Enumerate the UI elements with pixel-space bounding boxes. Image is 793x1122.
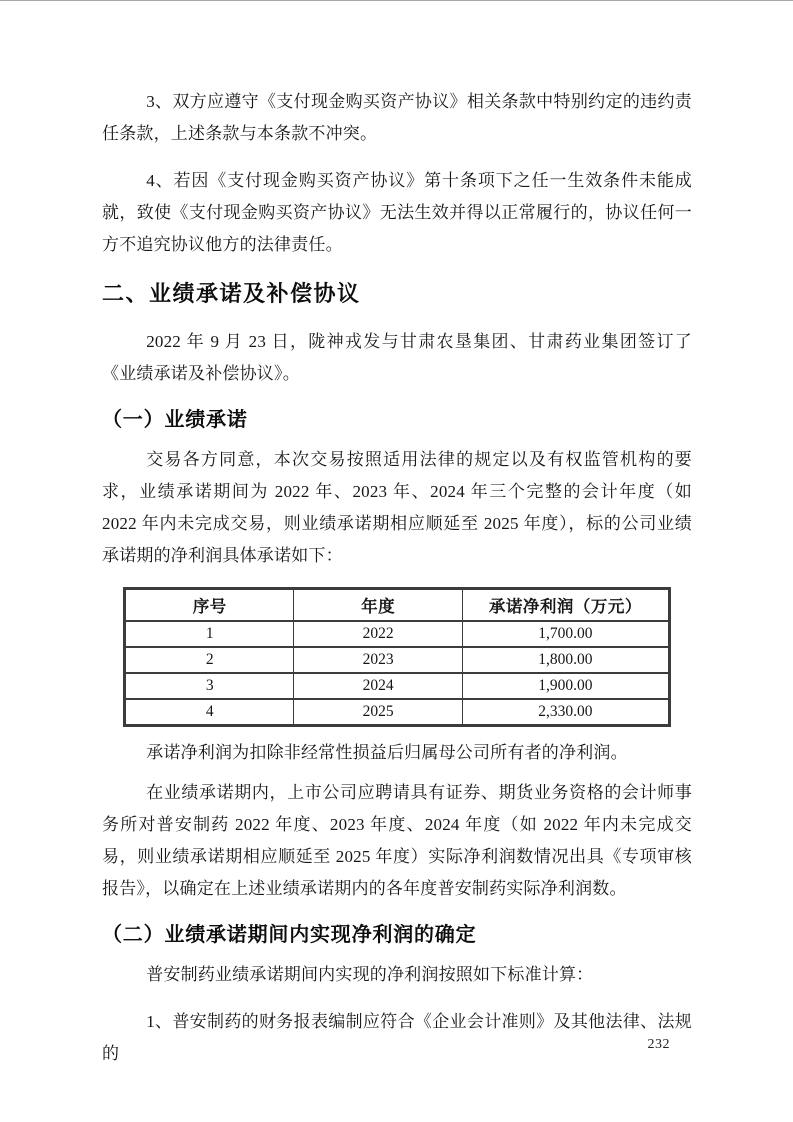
table-header-row: [125, 589, 670, 622]
table-cell-year: 2023: [294, 647, 462, 673]
paragraph-audit-requirement: 在业绩承诺期内，上市公司应聘请具有证券、期货业务资格的会计师事务所对普安制药 2022 年度、2023 年度、2024 年度（如 2022 年内未完成交易，则业绩承诺期相应顺延至 2025 年度）实际净利润数情况出具《专项审核报告》，以确定在上述业绩承诺期内的各年度普安制药实际净利润数。: [102, 783, 692, 898]
table-row: [125, 621, 670, 647]
table-row: [125, 699, 670, 726]
table-cell-year: 2022: [294, 621, 462, 647]
table-cell-index: 4: [125, 699, 294, 726]
table-cell-index: 1: [125, 621, 294, 647]
table-cell-profit: 2,330.00: [462, 699, 669, 726]
table-header-year: 年度: [294, 589, 462, 622]
table-cell-profit: 1,700.00: [462, 621, 669, 647]
table-cell-year: 2025: [294, 699, 462, 726]
paragraph-clause-3: 3、双方应遵守《支付现金购买资产协议》相关条款中特别约定的违约责任条款，上述条款与本条款不冲突。: [102, 92, 692, 143]
page-number: 232: [647, 1037, 670, 1052]
paragraph-profit-definition: 承诺净利润为扣除非经常性损益后归属母公司所有者的净利润。: [146, 743, 628, 762]
paragraph-commitment-intro: 交易各方同意，本次交易按照适用法律的规定以及有权监管机构的要求，业绩承诺期间为 2022 年、2023 年、2024 年三个完整的会计年度（如 2022 年内未完成交易，则业绩承诺期相应顺延至 2025 年度），标的公司业绩承诺期的净利润具体承诺如下：: [102, 450, 692, 565]
subsection-2-heading: （二）业绩承诺期间内实现净利润的确定: [102, 924, 477, 946]
paragraph-section-intro: 2022 年 9 月 23 日，陇神戎发与甘肃农垦集团、甘肃药业集团签订了《业绩承诺及补偿协议》。: [102, 332, 692, 383]
table-row: [125, 673, 670, 699]
table-row: [125, 647, 670, 673]
table-cell-year: 2024: [294, 673, 462, 699]
paragraph-calculation-intro: 普安制药业绩承诺期间内实现的净利润按照如下标准计算：: [146, 965, 594, 984]
profit-commitment-table: [123, 587, 671, 727]
paragraph-item-1: 1、普安制药的财务报表编制应符合《企业会计准则》及其他法律、法规的: [102, 1012, 692, 1063]
table-cell-index: 3: [125, 673, 294, 699]
paragraph-clause-4: 4、若因《支付现金购买资产协议》第十条项下之任一生效条件未能成就，致使《支付现金购买资产协议》无法生效并得以正常履行的，协议任何一方不追究协议他方的法律责任。: [102, 171, 692, 254]
table-header-profit: 承诺净利润（万元）: [462, 589, 669, 622]
table-cell-index: 2: [125, 647, 294, 673]
table-header-index: 序号: [125, 589, 294, 622]
table-cell-profit: 1,800.00: [462, 647, 669, 673]
subsection-1-heading: （一）业绩承诺: [102, 409, 248, 431]
section-heading: 二、业绩承诺及补偿协议: [102, 281, 361, 306]
table-cell-profit: 1,900.00: [462, 673, 669, 699]
